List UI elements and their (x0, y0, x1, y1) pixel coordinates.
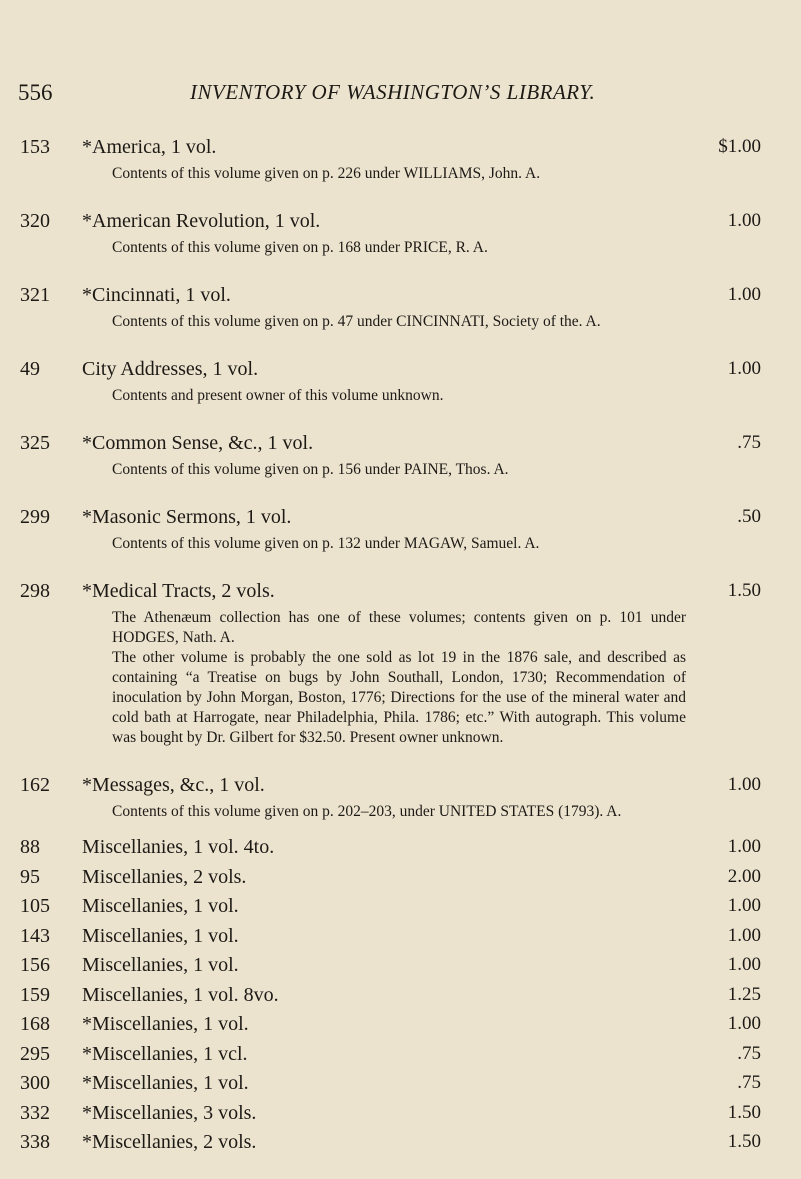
lot-number: 295 (20, 1042, 50, 1065)
entry-price: 1.50 (727, 580, 761, 601)
entry-price: .50 (737, 506, 761, 527)
running-title: INVENTORY OF WASHINGTON’S LIBRARY. (190, 80, 596, 104)
entry-price: 1.00 (727, 284, 761, 305)
entry-title: *Miscellanies, 1 vcl. (82, 1042, 248, 1065)
lot-number: 153 (20, 136, 50, 158)
entry-title: Miscellanies, 1 vol. 8vo. (82, 983, 279, 1006)
entry-price: $1.00 (718, 136, 761, 157)
running-header (0, 80, 801, 110)
entry-title: *Masonic Sermons, 1 vol. (82, 506, 292, 528)
entry-price: 1.00 (727, 358, 761, 379)
inventory-entry (0, 358, 801, 406)
entry-price: 1.00 (727, 954, 761, 975)
list-item (0, 895, 801, 925)
list-item (0, 866, 801, 896)
entry-title: *Miscellanies, 2 vols. (82, 1131, 257, 1153)
entry-note: Contents of this volume given on p. 202–203, under UNITED STATES (1793). A. (112, 803, 622, 820)
entry-title: *Miscellanies, 3 vols. (82, 1101, 257, 1124)
entry-title: Miscellanies, 1 vol. (82, 924, 239, 947)
list-item (0, 1102, 801, 1132)
entry-price: 1.50 (727, 1131, 761, 1152)
entry-price: 1.00 (727, 210, 761, 231)
entry-price: 1.00 (727, 1013, 761, 1034)
list-item (0, 984, 801, 1014)
entry-price: 2.00 (727, 865, 761, 887)
lot-number: 338 (20, 1131, 50, 1153)
entry-price: 1.50 (727, 1101, 761, 1123)
inventory-entry (0, 136, 801, 184)
entry-title: *American Revolution, 1 vol. (82, 210, 321, 232)
lot-number: 332 (20, 1101, 50, 1124)
lot-number: 325 (20, 432, 50, 454)
entry-price: .75 (737, 432, 761, 453)
entry-note: Contents of this volume given on p. 168 under PRICE, R. A. (112, 239, 488, 256)
page-number: 556 (18, 80, 53, 105)
lot-number: 320 (20, 210, 50, 232)
entry-price: 1.00 (727, 774, 761, 795)
lot-number: 88 (20, 836, 40, 858)
entry-title: *Cincinnati, 1 vol. (82, 284, 231, 306)
inventory-entry (0, 774, 801, 822)
entry-note: The Athenæum collection has one of these volumes; contents given on p. 101 under HODGES, Nath. A. (112, 609, 686, 646)
entry-price: 1.25 (727, 983, 761, 1005)
lot-number: 168 (20, 1013, 50, 1035)
entry-note: Contents of this volume given on p. 132 under MAGAW, Samuel. A. (112, 535, 540, 552)
inventory-entry (0, 284, 801, 332)
entry-price: .75 (737, 1042, 761, 1064)
entry-price: .75 (737, 1072, 761, 1093)
lot-number: 299 (20, 506, 50, 528)
entry-title: Miscellanies, 1 vol. (82, 954, 239, 976)
entry-note: Contents of this volume given on p. 226 under WILLIAMS, John. A. (112, 165, 541, 182)
entry-title: *Medical Tracts, 2 vols. (82, 580, 275, 602)
lot-number: 105 (20, 895, 50, 917)
entry-title: *Messages, &c., 1 vol. (82, 774, 265, 796)
entry-title: Miscellanies, 1 vol. (82, 895, 239, 917)
list-item (0, 1013, 801, 1043)
inventory-entries (0, 136, 801, 1161)
lot-number: 95 (20, 865, 40, 888)
entry-note: Contents of this volume given on p. 156 under PAINE, Thos. A. (112, 461, 509, 478)
inventory-entry (0, 580, 801, 748)
entry-title: Miscellanies, 1 vol. 4to. (82, 836, 275, 858)
entry-title: *America, 1 vol. (82, 136, 217, 158)
entry-note: The other volume is probably the one sold as lot 19 in the 1876 sale, and described as containing “a Treatise on bugs by John Southall, London, 1730; Recommendation of inoculation by John Morgan, Boston, 1776; Directions for the use of the mineral water and cold bath at Harrogate, near Philadelphia, Phila. 1786; etc.” With autograph. This volume was bought by Dr. Gilbert for $32.50. Present owner unknown. (112, 649, 686, 746)
list-item (0, 1043, 801, 1073)
list-item (0, 925, 801, 955)
inventory-entry (0, 210, 801, 258)
entry-title: *Miscellanies, 1 vol. (82, 1072, 249, 1094)
list-item (0, 954, 801, 984)
lot-number: 49 (20, 358, 40, 380)
entry-title: City Addresses, 1 vol. (82, 358, 259, 380)
entry-note: Contents of this volume given on p. 47 under CINCINNATI, Society of the. A. (112, 313, 601, 330)
lot-number: 156 (20, 954, 50, 976)
list-item (0, 1131, 801, 1161)
lot-number: 300 (20, 1072, 50, 1094)
lot-number: 143 (20, 924, 50, 947)
entry-price: 1.00 (727, 924, 761, 946)
list-item (0, 836, 801, 866)
lot-number: 162 (20, 774, 50, 796)
entry-title: *Miscellanies, 1 vol. (82, 1013, 249, 1035)
entry-price: 1.00 (727, 836, 761, 857)
entry-title: Miscellanies, 2 vols. (82, 865, 247, 888)
lot-number: 298 (20, 580, 50, 602)
inventory-entry (0, 432, 801, 480)
entry-note: Contents and present owner of this volume unknown. (112, 387, 444, 404)
list-item (0, 1072, 801, 1102)
lot-number: 321 (20, 284, 50, 306)
lot-number: 159 (20, 983, 50, 1006)
inventory-entry (0, 506, 801, 554)
entry-title: *Common Sense, &c., 1 vol. (82, 432, 314, 454)
miscellanies-list (0, 836, 801, 1161)
entry-price: 1.00 (727, 895, 761, 916)
